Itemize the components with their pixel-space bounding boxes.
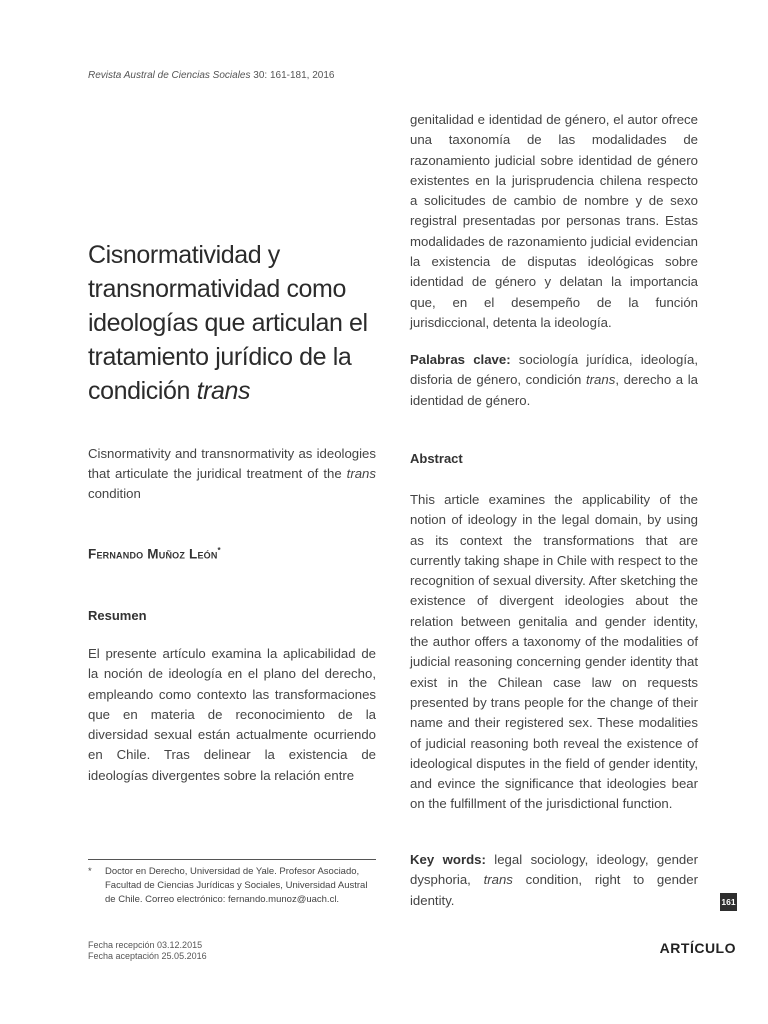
- key-words-post: condition, right to gender identity.: [410, 872, 698, 908]
- author-name: [88, 546, 221, 562]
- palabras-clave: [410, 350, 698, 411]
- key-words: [410, 850, 698, 911]
- abstract-heading: Abstract: [410, 451, 463, 466]
- key-words-label: Key words:: [410, 852, 486, 867]
- english-title-italic: trans: [346, 466, 376, 481]
- journal-name: Revista Austral de Ciencias Sociales: [88, 70, 251, 81]
- author-footnote-mark[interactable]: *: [217, 546, 221, 555]
- footnote-divider: [88, 859, 376, 860]
- resumen-text-right: genitalidad e identidad de género, el autor ofrece una taxonomía de las modalidades de razonamiento judicial sobre identidad de género existentes en la jurisprudencia chilena respecto a solicitudes de cambio de nombre y de sexo registral presentadas por personas trans. Estas modalidades de razonamiento judicial evidencian la existencia de disputas ideológicas sobre identidad de género y delatan la importancia que, en el desempeño de la función jurisdiccional, detenta la ideología.: [410, 112, 698, 330]
- article-title: [88, 238, 388, 408]
- footnote-mark: *: [88, 866, 92, 877]
- palabras-clave-post: , derecho a la identidad de género.: [410, 372, 698, 408]
- page-number-badge: 161: [720, 893, 737, 911]
- english-title: [88, 444, 376, 504]
- palabras-clave-pre: sociología jurídica, ideología, disforia de género, condición: [410, 352, 698, 388]
- key-words-pre: legal sociology, ideology, gender dysphoria,: [410, 852, 698, 888]
- palabras-clave-label: Palabras clave:: [410, 352, 511, 367]
- journal-citation: 30: 161-181, 2016: [250, 70, 335, 81]
- resumen-text-left: El presente artículo examina la aplicabilidad de la noción de ideología en el plano del derecho, empleando como contexto las transformaciones que en materia de reconocimiento de la diversidad sexual están actualmente ocurriendo en Chile. Tras delinear la existencia de ideologías divergentes sobre la relación entre: [88, 646, 376, 783]
- english-title-post: condition: [88, 486, 141, 501]
- publication-dates: [88, 940, 207, 962]
- title-italic: trans: [196, 377, 251, 405]
- palabras-clave-italic: trans: [585, 372, 616, 388]
- section-label: ARTÍCULO: [659, 940, 736, 956]
- key-words-italic: trans: [483, 872, 513, 888]
- date-received: Fecha recepción 03.12.2015: [88, 940, 203, 950]
- footnote-text: Doctor en Derecho, Universidad de Yale. Profesor Asociado, Facultad de Ciencias Jurídicas y Sociales, Universidad Austral de Chile. Correo electrónico: fernando.munoz@uach.cl.: [105, 866, 368, 905]
- abstract-text: This article examines the applicability of the notion of ideology in the legal domain, by using as its context the transformations that are currently taking shape in Chile with respect to the recognition of sexual diversity. After sketching the existence of divergent ideologies about the relation between genitalia and gender identity, the author offers a taxonomy of the modalities of judicial reasoning concerning gender identity that exist in the Chilean case law on requests presented by trans people for the change of their name and their registered sex. These modalities of judicial reasoning both reveal the existence of ideological disputes in the field of gender identity, and evince the significance that ideologies bear on the fulfillment of the jurisdictional function.: [410, 492, 698, 812]
- date-accepted: Fecha aceptación 25.05.2016: [88, 951, 207, 961]
- resumen-heading: Resumen: [88, 608, 147, 623]
- title-main: Cisnormatividad y transnormatividad como ideologías que articulan el tratamiento jurídico de la condición: [88, 241, 368, 405]
- english-title-pre: Cisnormativity and transnormativity as ideologies that articulate the juridical treatment of the: [88, 446, 376, 481]
- journal-header: [88, 70, 334, 81]
- author-text: Fernando Muñoz León: [88, 546, 218, 562]
